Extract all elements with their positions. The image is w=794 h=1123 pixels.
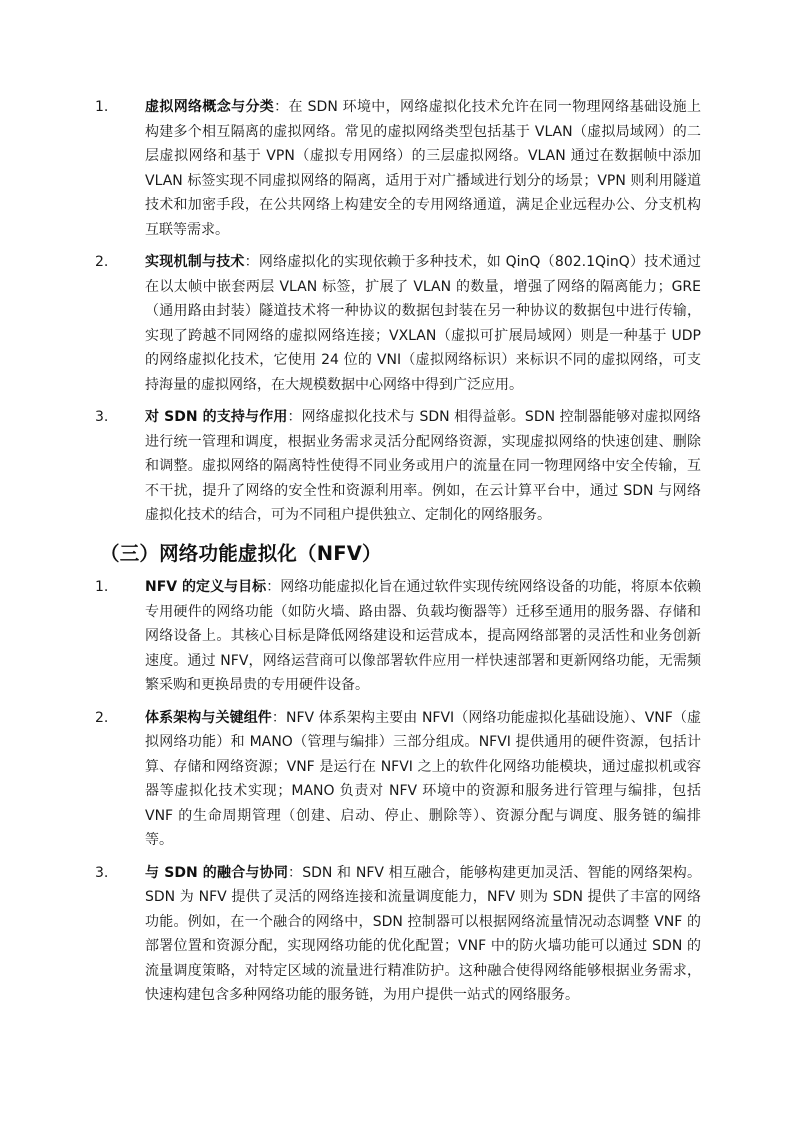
- list-item-term: 体系架构与关键组件: [145, 709, 272, 726]
- list-item-body: [145, 575, 701, 698]
- list-item-term: NFV 的定义与目标: [145, 579, 267, 595]
- list-item: [0, 405, 701, 528]
- list-item-body: [145, 861, 701, 1008]
- list-item-term: 虚拟网络概念与分类: [145, 99, 275, 115]
- list-item: [0, 706, 701, 853]
- list-number: 1.: [95, 579, 109, 595]
- list-number: 2.: [95, 254, 109, 270]
- list-item-term: 对 SDN 的支持与作用: [145, 409, 288, 425]
- list-item-text: ：NFV 体系架构主要由 NFVI（网络功能虚拟化基础设施）、VNF（虚拟网络功能）和 MANO（管理与编排）三部分组成。NFVI 提供通用的硬件资源，包括计算、存储和网络资源；VNF 是运行在 NFVI 之上的软件化网络功能模块，通过虚拟机或容器等虚拟化技术实现；MANO 负责对 NFV 环境中的资源和服务进行管理与编排，包括 VNF 的生命周期管理（创建、启动、停止、删除等）、资源分配与调度、服务链的编排等。: [145, 709, 701, 848]
- list-item-term: 与 SDN 的融合与协同: [145, 864, 289, 881]
- list-item: [0, 250, 701, 397]
- list-item-body: [145, 250, 701, 397]
- list-item-text: ：网络虚拟化的实现依赖于多种技术，如 QinQ（802.1QinQ）技术通过在以太帧中嵌套两层 VLAN 标签，扩展了 VLAN 的数量，增强了网络的隔离能力；GRE（通用路由封装）隧道技术将一种协议的数据包封装在另一种协议的数据包中进行传输，实现了跨越不同网络的虚拟网络连接；VXLAN（虚拟可扩展局域网）则是一种基于 UDP 的网络虚拟化技术，它使用 24 位的 VNI（虚拟网络标识）来标识不同的虚拟网络，可支持海量的虚拟网络，在大规模数据中心网络中得到广泛应用。: [145, 254, 701, 393]
- list-item-body: [145, 405, 701, 528]
- list-number: 2.: [95, 709, 109, 726]
- list-item-text: ：网络功能虚拟化旨在通过软件实现传统网络设备的功能，将原本依赖专用硬件的网络功能（如防火墙、路由器、负载均衡器等）迁移至通用的服务器、存储和网络设备上。其核心目标是降低网络建设和运营成本，提高网络部署的灵活性和业务创新速度。通过 NFV，网络运营商可以像部署软件应用一样快速部署和更新网络功能，无需频繁采购和更换昂贵的专用硬件设备。: [145, 579, 701, 693]
- nfv-list: [0, 575, 701, 1016]
- list-item: [0, 95, 701, 242]
- list-item-text: ：SDN 和 NFV 相互融合，能够构建更加灵活、智能的网络架构。SDN 为 NFV 提供了灵活的网络连接和流量调度能力，NFV 则为 SDN 提供了丰富的网络功能。例如，在一个融合的网络中，SDN 控制器可以根据网络流量情况动态调整 VNF 的部署位置和资源分配，实现网络功能的优化配置；VNF 中的防火墙功能可以通过 SDN 的流量调度策略，对特定区域的流量进行精准防护。这种融合使得网络能够根据业务需求，快速构建包含多种网络功能的服务链，为用户提供一站式的网络服务。: [145, 864, 701, 1003]
- list-item-term: 实现机制与技术: [145, 254, 245, 270]
- list-number: 3.: [95, 409, 109, 425]
- list-item-text: ：在 SDN 环境中，网络虚拟化技术允许在同一物理网络基础设施上构建多个相互隔离的虚拟网络。常见的虚拟网络类型包括基于 VLAN（虚拟局域网）的二层虚拟网络和基于 VPN（虚拟专用网络）的三层虚拟网络。VLAN 通过在数据帧中添加 VLAN 标签实现不同虚拟网络的隔离，适用于对广播域进行划分的场景；VPN 则利用隧道技术和加密手段，在公共网络上构建安全的专用网络通道，满足企业远程办公、分支机构互联等需求。: [145, 99, 701, 238]
- list-item: [0, 861, 701, 1008]
- list-item-body: [145, 706, 701, 853]
- list-number: 1.: [95, 99, 109, 115]
- list-item-text: ：网络虚拟化技术与 SDN 相得益彰。SDN 控制器能够对虚拟网络进行统一管理和调度，根据业务需求灵活分配网络资源，实现虚拟网络的快速创建、删除和调整。虚拟网络的隔离特性使得不同业务或用户的流量在同一物理网络中安全传输，互不干扰，提升了网络的安全性和资源利用率。例如，在云计算平台中，通过 SDN 与网络虚拟化技术的结合，可为不同租户提供独立、定制化的网络服务。: [145, 409, 701, 523]
- section-heading: （三）网络功能虚拟化（NFV）: [100, 542, 382, 565]
- list-item: [0, 575, 701, 698]
- list-item-body: [145, 95, 701, 242]
- list-number: 3.: [95, 864, 109, 881]
- sdn-virtualization-list: [0, 95, 701, 536]
